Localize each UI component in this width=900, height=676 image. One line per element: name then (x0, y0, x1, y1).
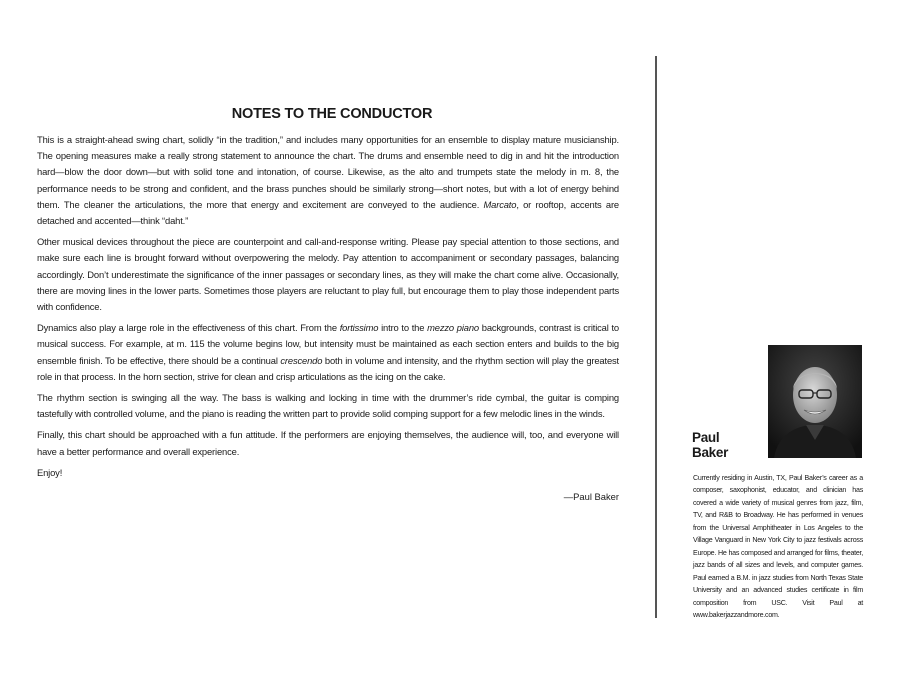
notes-paragraph-1 (37, 132, 619, 229)
italic-term: mezzo piano (427, 322, 479, 334)
text-run: both in volume and intensity, and the rhythm section will play the greatest role in that process. In the horn section, strive for clean and crisp articulations as the icing on the cake. (37, 354, 619, 382)
author-name (692, 430, 728, 460)
column-divider (655, 56, 657, 618)
notes-paragraph-5 (37, 427, 619, 459)
page-title: NOTES TO THE CONDUCTOR (231, 106, 433, 122)
signature: —Paul Baker (563, 491, 619, 503)
italic-term: crescendo (280, 354, 323, 366)
italic-term: Marcato (483, 198, 517, 210)
portrait-icon (768, 345, 862, 458)
text-run: Enjoy! (37, 466, 63, 478)
author-last-name: Baker (692, 445, 729, 460)
notes-paragraph-2 (37, 234, 619, 315)
notes-paragraph-6 (37, 465, 619, 481)
conductor-notes (37, 106, 619, 502)
author-bio: Currently residing in Austin, TX, Paul Baker’s career as a composer, saxophonist, educator, and clinician has covered a wide variety of musical genres from jazz, film, TV, and R&B to Broadway. He has performed in venues from the Universal Amphitheater in Los Angeles to the Village Vanguard in New York City to jazz festivals across Europe. He has composed and arranged for films, theater, jazz bands of all sizes and levels, and computer games. Paul earned a B.M. in jazz studies from North Texas State University and an advanced studies certificate in film composition from USC. Visit Paul at www.bakerjazzandmore.com. (693, 474, 863, 619)
text-run: Finally, this chart should be approached with a fun attitude. If the performers are enjoying themselves, the audience will, too, and everyone will have a better performance and overall experience. (37, 429, 619, 457)
text-run: , or rooftop, accents are detached and accented—think “daht.” (37, 198, 619, 227)
notes-body (37, 132, 619, 481)
italic-term: fortissimo (339, 322, 379, 334)
text-run: Other musical devices throughout the piece are counterpoint and call-and-response writing. Please pay special attention to those sections, and make sure each line is brought forward without overpowering the melody. Pay attention to accompaniment or secondary passages, balancing accordingly. Don’t underestimate the significance of the inner passages or secondary lines, as they will make the chart come alive. Occasionally, there are moving lines in the lower parts. Sometimes those players are reluctant to play full, but encourage them to play those independent parts with confidence. (37, 236, 619, 313)
notes-paragraph-4 (37, 390, 619, 422)
text-run: intro to the (378, 322, 428, 334)
author-first-name: Paul (692, 430, 720, 445)
text-run: backgrounds, contrast is critical to musical success. For example, at m. 115 the volume begins low, but intensity must be maintained as each section enters and builds to the big ensemble finish. To be effective, there should be a continual (37, 322, 619, 366)
text-run: Dynamics also play a large role in the effectiveness of this chart. From the (37, 322, 340, 334)
notes-paragraph-3 (37, 320, 619, 385)
author-photo (768, 345, 862, 458)
text-run: This is a straight-ahead swing chart, solidly “in the tradition,” and includes many opportunities for an ensemble to display mature musicianship. The opening measures make a really strong statement to announce the chart. The drums and ensemble need to dig in and hit the introduction hard—blow the door down—but with solid tone and intonation, of course. Likewise, as the alto and trumpets state the melody in m. 8, the performance needs to be strong and confident, and the brass punches should be similarly strong—short notes, but with a lot of energy behind them. The cleaner the articulations, the more that energy and excitement are conveyed to the audience. (37, 134, 619, 210)
text-run: The rhythm section is swinging all the way. The bass is walking and locking in time with the drummer’s ride cymbal, the guitar is comping tastefully with controlled volume, and the piano is reading the written part to provide solid comping support for a few melodic lines in the winds. (37, 392, 619, 420)
